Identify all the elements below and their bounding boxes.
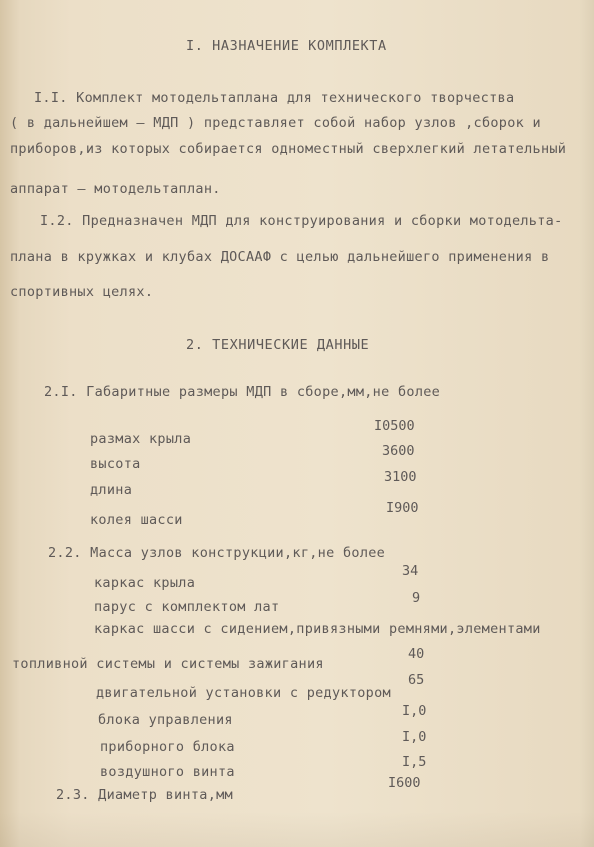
mass-label: приборного блока — [100, 739, 235, 755]
paragraph-1-1-line-1: I.I. Комплект мотодельтаплана для технического творчества — [34, 90, 515, 106]
paragraph-1-2-line-1: I.2. Предназначен МДП для конструирования и сборки мотодельта- — [40, 213, 563, 229]
mass-value: 9 — [412, 590, 421, 606]
dimension-value: I0500 — [374, 418, 415, 434]
mass-label: каркас шасси с сидением,привязными ремнями,элементами — [94, 621, 541, 637]
paragraph-1-1-line-4: аппарат – мотодельтаплан. — [10, 181, 221, 197]
mass-value: 65 — [408, 672, 425, 688]
dimension-label: размах крыла — [90, 431, 192, 447]
section-1-heading: I. НАЗНАЧЕНИЕ КОМПЛЕКТА — [186, 38, 387, 54]
mass-label: парус с комплектом лат — [94, 599, 280, 615]
mass-value: I,0 — [402, 729, 427, 745]
paragraph-1-2-line-3: спортивных целях. — [10, 284, 154, 300]
dimension-label: длина — [90, 482, 133, 498]
dimension-label: колея шасси — [90, 512, 183, 528]
section-2-heading: 2. ТЕХНИЧЕСКИЕ ДАННЫЕ — [186, 337, 370, 353]
dimension-value: I900 — [386, 500, 419, 516]
mass-value: I,0 — [402, 703, 427, 719]
mass-label: воздушного винта — [100, 764, 235, 780]
dimension-label: высота — [90, 456, 141, 472]
dimension-value: 3100 — [384, 469, 417, 485]
paragraph-1-1-line-2: ( в дальнейшем – МДП ) представляет собой набор узлов ,сборок и — [10, 115, 541, 131]
mass-label: топливной системы и системы зажигания — [12, 656, 324, 672]
mass-value: I,5 — [402, 754, 427, 770]
item-2-3-title: 2.3. Диаметр винта,мм — [56, 787, 233, 803]
paragraph-1-2-line-2: плана в кружках и клубах ДОСААФ с целью дальнейшего применения в — [10, 249, 550, 265]
propeller-diameter-value: I600 — [388, 775, 421, 791]
mass-value: 34 — [402, 563, 419, 579]
paragraph-1-1-line-3: приборов,из которых собирается одноместный сверхлегкий летательный — [10, 141, 567, 157]
item-2-2-title: 2.2. Масса узлов конструкции,кг,не более — [48, 545, 386, 561]
item-2-1-title: 2.I. Габаритные размеры МДП в сборе,мм,не более — [44, 384, 441, 400]
dimension-value: 3600 — [382, 443, 415, 459]
mass-value: 40 — [408, 646, 425, 662]
mass-label: блока управления — [98, 712, 233, 728]
page-bottom-shadow — [0, 812, 594, 847]
mass-label: каркас крыла — [94, 575, 196, 591]
page-edge — [580, 0, 594, 847]
mass-label: двигательной установки с редуктором — [96, 685, 391, 701]
